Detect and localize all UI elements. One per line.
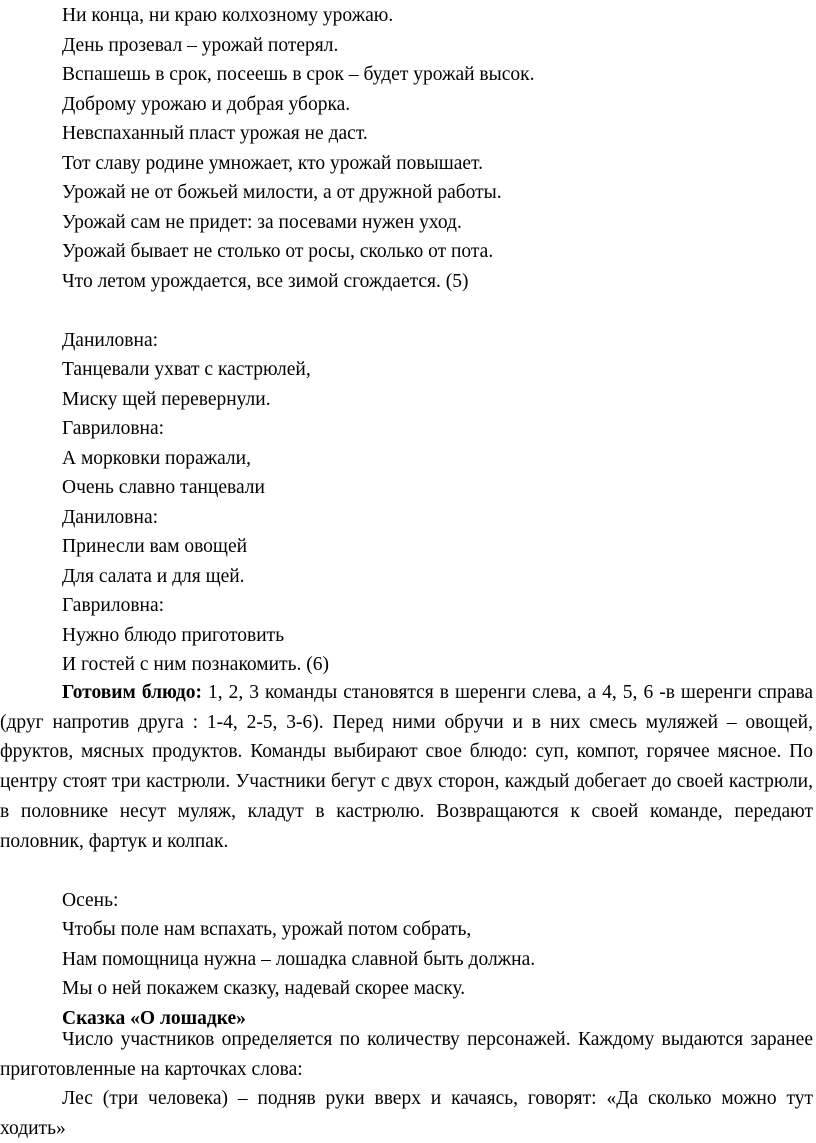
proverb-line: Урожай сам не придет: за посевами нужен уход. (62, 212, 462, 233)
verse-line: Миску щей перевернули. (62, 389, 271, 410)
tale-paragraph-1: Число участников определяется по количеству персонажей. Каждому выдаются заранее приготовленные на карточках слова: (0, 1029, 813, 1080)
verse-line: А морковки поражали, (62, 448, 251, 469)
proverb-line: Что летом урождается, все зимой сгождается. (5) (62, 271, 469, 292)
verse-line: Принесли вам овощей (62, 536, 248, 557)
verse-line: Танцевали ухват с кастрюлей, (62, 359, 311, 380)
proverb-line: Невспаханный пласт урожая не даст. (62, 123, 368, 144)
tale-title: Сказка «О лошадке» (62, 1008, 246, 1029)
verse-line: И гостей с ним познакомить. (6) (62, 654, 329, 675)
verse-line: Чтобы поле нам вспахать, урожай потом собрать, (62, 919, 472, 940)
game-text: 1, 2, 3 команды становятся в шеренги слева, а 4, 5, 6 -в шеренги справа (друг напротив друга : 1-4, 2-5, 3-6). Перед ними обручи и в них смесь муляжей – овощей, фруктов, мясных продуктов. Команды выбирают свое блюдо: суп, компот, горячее мясное. По центру стоят три кастрюли. Участники бегут с двух сторон, каждый добегает до своей кастрюли, в половнике несут муляж, кладут в кастрюлю. Возвращаются к своей команде, передают половник, фартук и колпак. (0, 682, 813, 852)
speaker-label: Даниловна: (62, 507, 159, 528)
tale-paragraph-2: Лес (три человека) – подняв руки вверх и качаясь, говорят: «Да сколько можно тут ходить» (0, 1088, 813, 1139)
proverb-line: День прозевал – урожай потерял. (62, 35, 339, 56)
proverb-line: Урожай бывает не столько от росы, сколько от пота. (62, 241, 494, 262)
speaker-label: Гавриловна: (62, 595, 165, 616)
speaker-label: Даниловна: (62, 330, 159, 351)
proverb-line: Тот славу родине умножает, кто урожай повышает. (62, 153, 483, 174)
proverb-line: Ни конца, ни краю колхозному урожаю. (62, 5, 394, 26)
speaker-label: Гавриловна: (62, 418, 165, 439)
game-paragraph (0, 678, 813, 856)
verse-line: Мы о ней покажем сказку, надевай скорее маску. (62, 978, 466, 999)
speaker-label: Осень: (62, 890, 119, 911)
verse-line: Нам помощница нужна – лошадка славной быть должна. (62, 949, 536, 970)
game-title: Готовим блюдо: (62, 682, 202, 703)
verse-line: Очень славно танцевали (62, 477, 265, 498)
proverb-line: Доброму урожаю и добрая уборка. (62, 94, 351, 115)
verse-line: Нужно блюдо приготовить (62, 625, 285, 646)
verse-line: Для салата и для щей. (62, 566, 245, 587)
proverb-line: Урожай не от божьей милости, а от дружной работы. (62, 182, 502, 203)
proverb-line: Вспашешь в срок, посеешь в срок – будет урожай высок. (62, 64, 535, 85)
